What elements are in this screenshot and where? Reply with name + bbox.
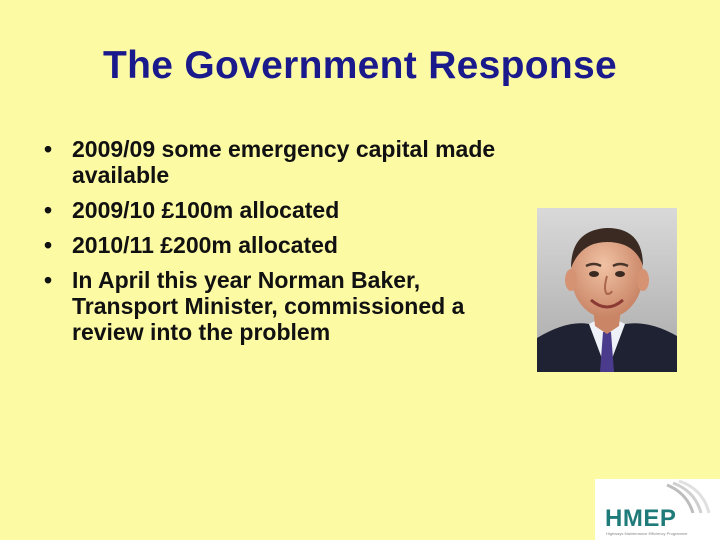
logo-tagline: Highways Maintenance Efficiency Programme <box>606 531 688 536</box>
bullet-item <box>44 136 514 188</box>
bullet-marker: • <box>44 136 53 162</box>
bullet-text: In April this year Norman Baker, Transport Minister, commissioned a review into the problem <box>72 267 465 345</box>
bullet-text: 2010/11 £200m allocated <box>72 232 338 258</box>
bullet-list <box>44 136 514 354</box>
bullet-text: 2009/09 some emergency capital made available <box>72 136 496 188</box>
bullet-item <box>44 267 514 345</box>
bullet-text: 2009/10 £100m allocated <box>72 197 340 223</box>
slide-title: The Government Response <box>102 44 617 87</box>
hmep-logo <box>595 479 720 540</box>
bullet-marker: • <box>44 232 53 258</box>
minister-portrait-photo <box>537 208 677 372</box>
bullet-item <box>44 197 514 223</box>
logo-wordmark: HMEP <box>605 505 677 532</box>
portrait-illustration <box>537 208 677 372</box>
bullet-item <box>44 232 514 258</box>
bullet-marker: • <box>44 267 53 293</box>
bullet-marker: • <box>44 197 53 223</box>
